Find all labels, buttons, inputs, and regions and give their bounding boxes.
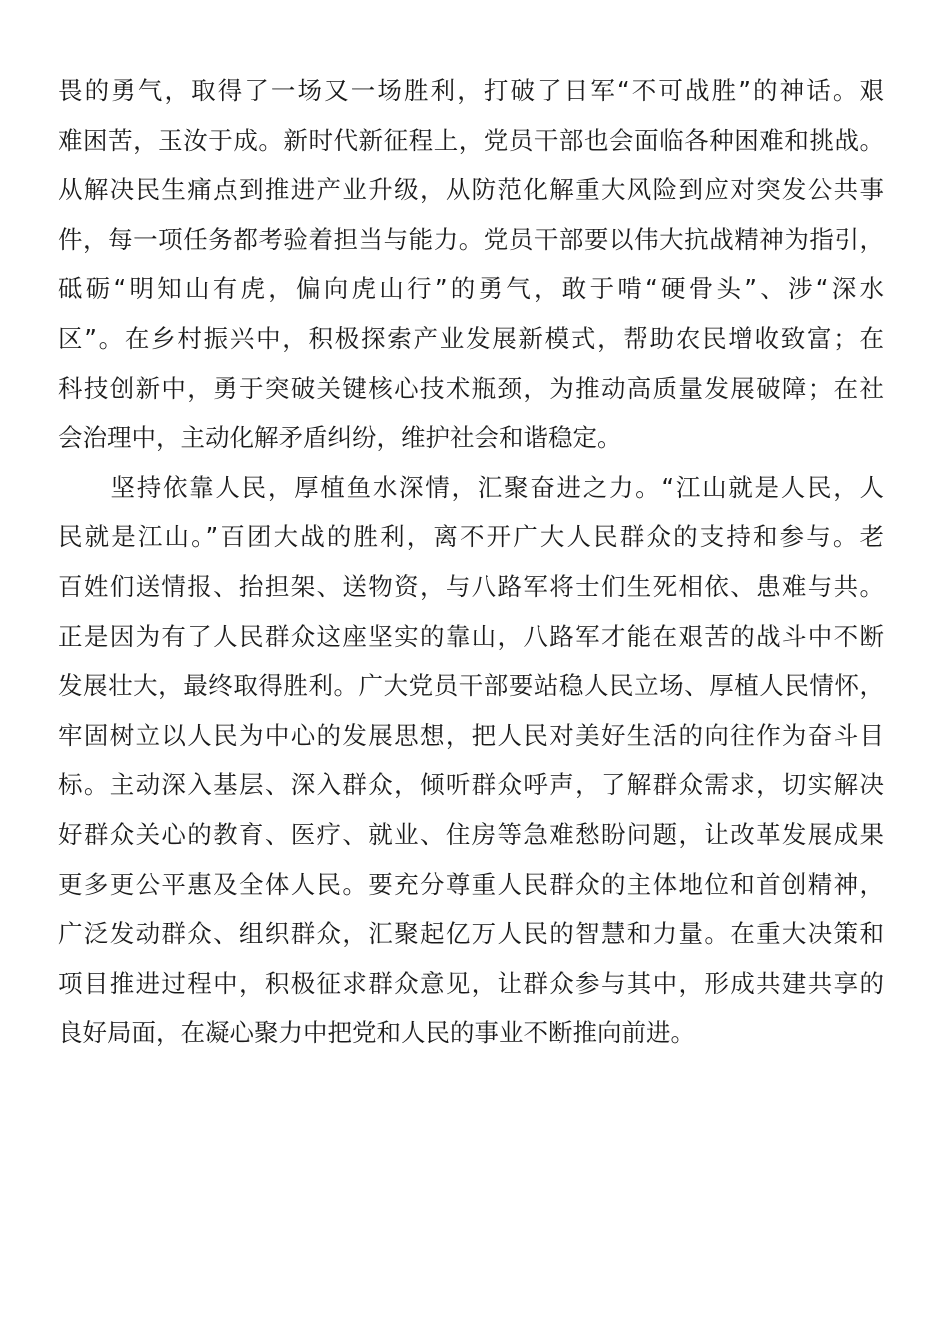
text-line: 广泛发动群众、组织群众，汇聚起亿万人民的智慧和力量。在重大决策和 — [58, 919, 884, 949]
paragraph-2 — [58, 463, 884, 1058]
document-body — [58, 66, 884, 1058]
text-line: 科技创新中，勇于突破关键核心技术瓶颈，为推动高质量发展破障；在社 — [58, 373, 884, 403]
paragraph-1 — [58, 66, 884, 463]
text-line: 砥砺“明知山有虎，偏向虎山行”的勇气，敢于啃“硬骨头”、涉“深水 — [58, 274, 884, 304]
text-line: 发展壮大，最终取得胜利。广大党员干部要站稳人民立场、厚植人民情怀， — [58, 671, 884, 701]
text-line: 民就是江山。”百团大战的胜利，离不开广大人民群众的支持和参与。老 — [58, 522, 884, 552]
text-line: 百姓们送情报、抬担架、送物资，与八路军将士们生死相依、患难与共。 — [58, 571, 884, 601]
text-line: 标。主动深入基层、深入群众，倾听群众呼声，了解群众需求，切实解决 — [58, 770, 884, 800]
text-line: 难困苦，玉汝于成。新时代新征程上，党员干部也会面临各种困难和挑战。 — [58, 125, 884, 155]
text-line: 畏的勇气，取得了一场又一场胜利，打破了日军“不可战胜”的神话。艰 — [58, 76, 884, 105]
text-line: 良好局面，在凝心聚力中把党和人民的事业不断推向前进。 — [58, 1018, 695, 1048]
text-line: 区”。在乡村振兴中，积极探索产业发展新模式，帮助农民增收致富；在 — [58, 323, 884, 353]
text-line: 更多更公平惠及全体人民。要充分尊重人民群众的主体地位和首创精神， — [58, 869, 884, 899]
text-line: 好群众关心的教育、医疗、就业、住房等急难愁盼问题，让改革发展成果 — [58, 819, 884, 849]
text-line: 正是因为有了人民群众这座坚实的靠山，八路军才能在艰苦的战斗中不断 — [58, 621, 884, 651]
text-line: 坚持依靠人民，厚植鱼水深情，汇聚奋进之力。“江山就是人民，人 — [58, 472, 884, 502]
text-line: 会治理中，主动化解矛盾纠纷，维护社会和谐稳定。 — [58, 423, 622, 453]
text-line: 从解决民生痛点到推进产业升级，从防范化解重大风险到应对突发公共事 — [58, 175, 884, 205]
text-line: 项目推进过程中，积极征求群众意见，让群众参与其中，形成共建共享的 — [58, 968, 884, 998]
text-line: 牢固树立以人民为中心的发展思想，把人民对美好生活的向往作为奋斗目 — [58, 720, 884, 750]
text-line: 件，每一项任务都考验着担当与能力。党员干部要以伟大抗战精神为指引， — [58, 224, 884, 254]
